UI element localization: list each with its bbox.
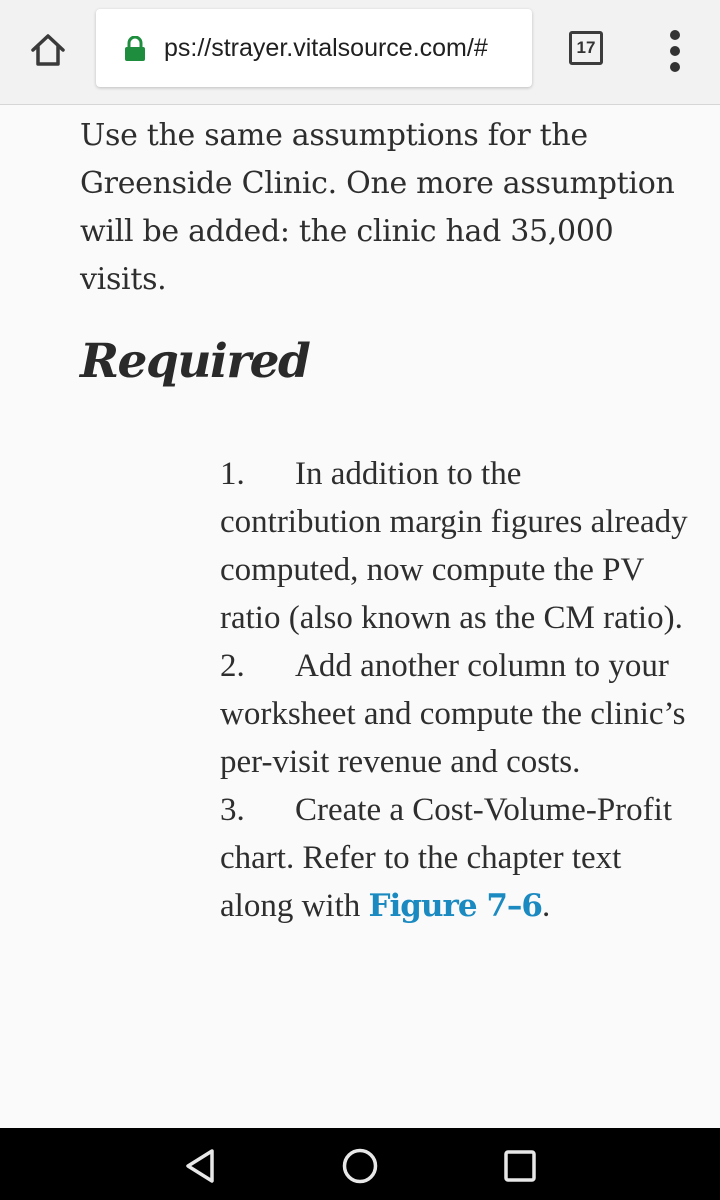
intro-paragraph: Use the same assumptions for the Greenside Clinic. One more assumption will be added: the clinic had 35,000 visits.: [80, 118, 675, 297]
system-nav-bar: [0, 1128, 720, 1200]
required-heading: Required: [80, 334, 310, 389]
home-icon: [29, 31, 67, 69]
url-text[interactable]: ps://strayer.vitalsource.com/#: [164, 34, 488, 62]
list-item: [220, 786, 690, 930]
home-circle-icon[interactable]: [340, 1146, 380, 1186]
lock-icon: [124, 36, 146, 62]
item-text: In addition to the contribution margin figures already computed, now compute the PV ratio (also known as the CM ratio).: [220, 456, 688, 636]
menu-dot: [670, 30, 680, 40]
reader-page: [0, 104, 720, 1128]
requirements-list: [220, 450, 690, 930]
item-number: 3.: [220, 792, 245, 828]
item-text-end: .: [541, 888, 551, 924]
browser-toolbar: [0, 0, 720, 105]
list-item: [220, 450, 690, 642]
home-button[interactable]: [28, 30, 68, 70]
item-number: 2.: [220, 648, 245, 684]
back-icon[interactable]: [180, 1146, 220, 1186]
list-item: [220, 642, 690, 786]
address-bar[interactable]: [96, 9, 532, 87]
tab-switcher-icon[interactable]: [569, 31, 603, 65]
figure-link[interactable]: Figure 7–6: [368, 888, 542, 924]
menu-dot: [670, 62, 680, 72]
menu-dot: [670, 46, 680, 56]
item-text: Create a Cost-Volume-Profit chart. Refer to the chapter text along with: [220, 792, 672, 924]
tab-count-label: 17: [576, 38, 596, 57]
item-number: 1.: [220, 456, 245, 492]
item-text: Add another column to your worksheet and compute the clinic’s per-visit revenue and costs.: [220, 648, 686, 780]
recents-icon[interactable]: [500, 1146, 540, 1186]
more-vert-icon[interactable]: [660, 30, 690, 72]
